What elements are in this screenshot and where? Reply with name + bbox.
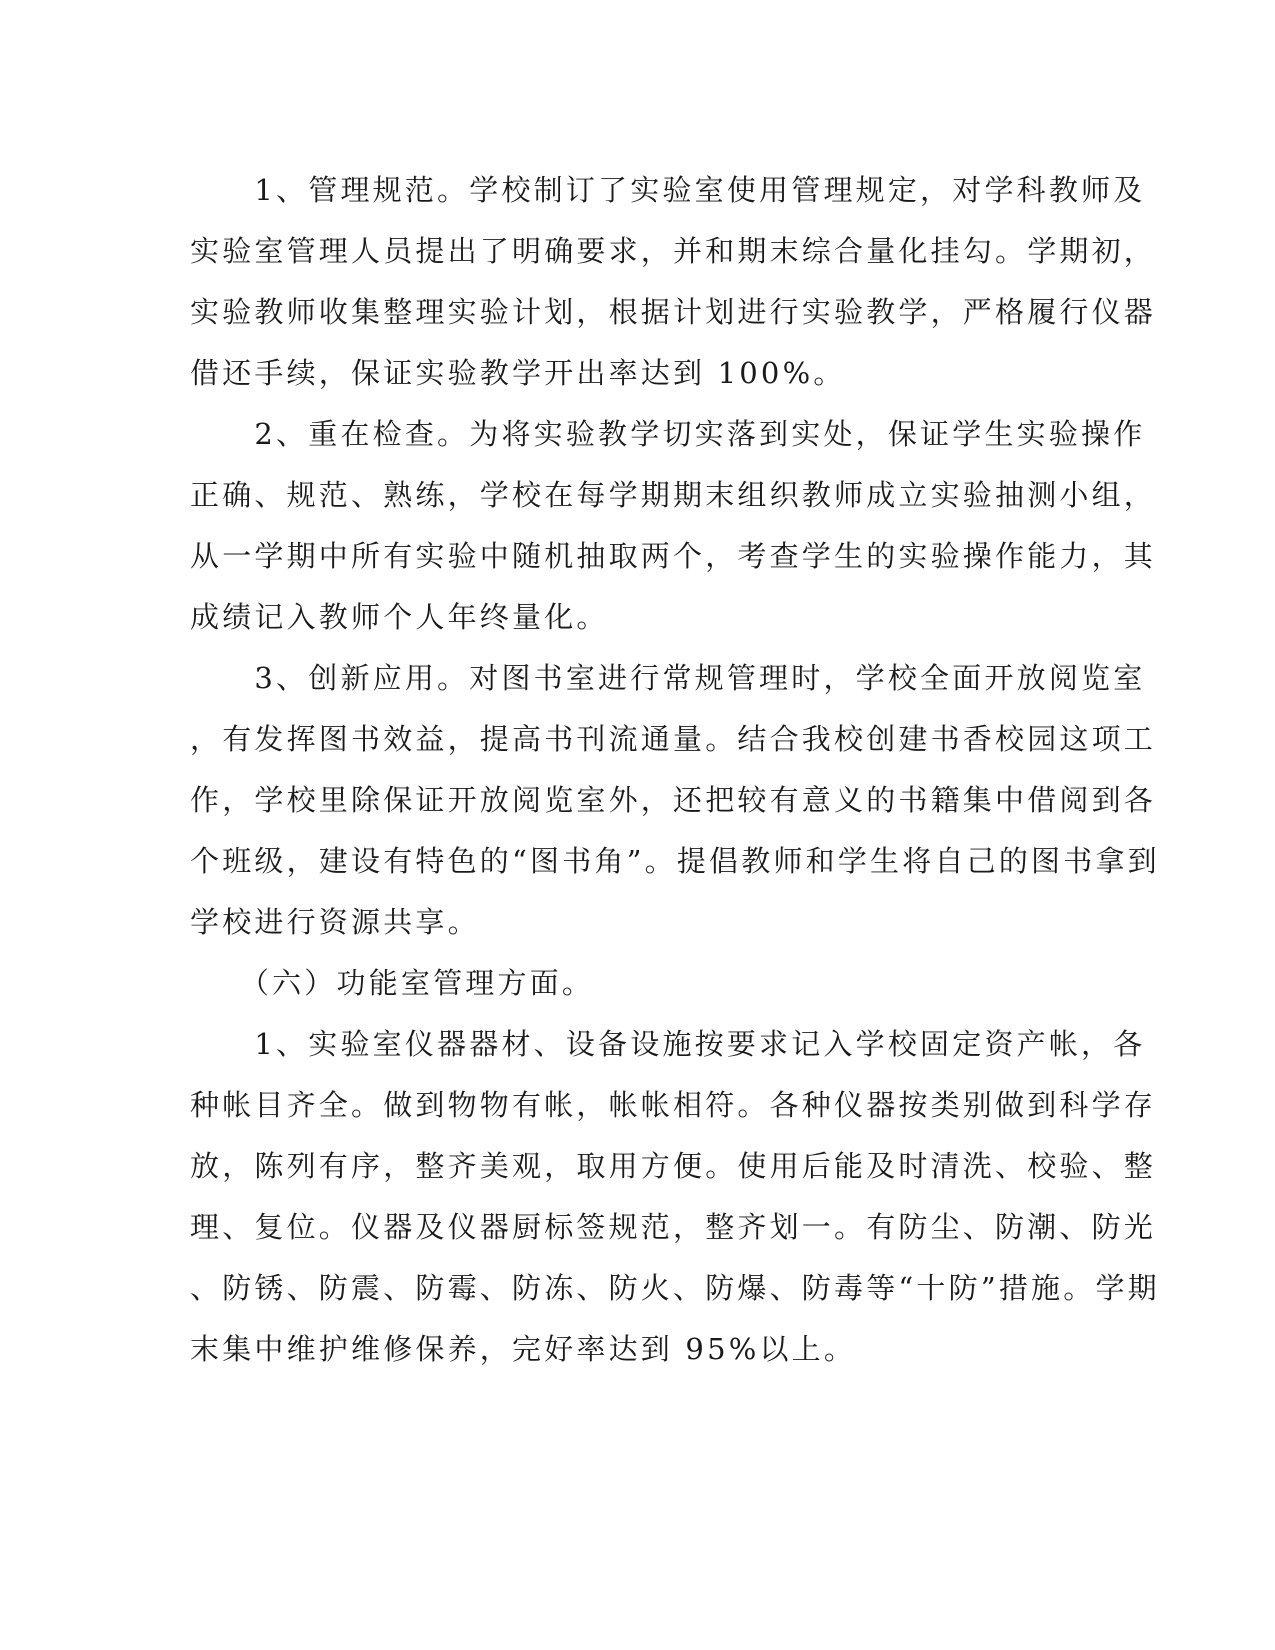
text-line: 、防锈、防震、防霉、防冻、防火、防爆、防毒等“十防”措施。学期 [190, 1271, 1160, 1305]
paragraph-inspection [190, 404, 1157, 648]
text-line: 实验教师收集整理实验计划，根据计划进行实验教学，严格履行仪器 [190, 295, 1157, 329]
paragraph-lab-management [190, 160, 1157, 404]
text-line: 借还手续，保证实验教学开出率达到 100%。 [190, 356, 846, 390]
text-line: 学校进行资源共享。 [190, 905, 480, 939]
section-heading [190, 953, 1060, 1014]
text-line: 正确、规范、熟练，学校在每学期期末组织教师成立实验抽测小组， [190, 478, 1157, 512]
text-line: 个班级，建设有特色的“图书角”。提倡教师和学生将自己的图书拿到 [190, 844, 1160, 878]
text-line: 3、创新应用。对图书室进行常规管理时，学校全面开放阅览室 [190, 661, 1146, 695]
text-line: 成绩记入教师个人年终量化。 [190, 600, 609, 634]
text-line: 1、管理规范。学校制订了实验室使用管理规定，对学科教师及 [190, 173, 1146, 207]
text-line: 2、重在检查。为将实验教学切实落到实处，保证学生实验操作 [190, 417, 1146, 451]
document-body [190, 160, 1160, 1380]
text-line: ，有发挥图书效益，提高书刊流通量。结合我校创建书香校园这项工 [190, 722, 1157, 756]
paragraph-equipment [190, 1014, 1160, 1380]
text-line: 1、实验室仪器器材、设备设施按要求记入学校固定资产帐，各 [190, 1027, 1146, 1061]
heading-line: （六）功能室管理方面。 [190, 966, 595, 1000]
text-line: 实验室管理人员提出了明确要求，并和期末综合量化挂勾。学期初， [190, 234, 1157, 268]
text-line: 种帐目齐全。做到物物有帐，帐帐相符。各种仪器按类别做到科学存 [190, 1088, 1157, 1122]
text-line: 理、复位。仪器及仪器厨标签规范，整齐划一。有防尘、防潮、防光 [190, 1210, 1157, 1244]
text-line: 从一学期中所有实验中随机抽取两个，考查学生的实验操作能力，其 [190, 539, 1157, 573]
text-line: 放，陈列有序，整齐美观，取用方便。使用后能及时清洗、校验、整 [190, 1149, 1157, 1183]
text-line: 末集中维护维修保养，完好率达到 95%以上。 [190, 1332, 857, 1366]
paragraph-innovation [190, 648, 1160, 953]
text-line: 作，学校里除保证开放阅览室外，还把较有意义的书籍集中借阅到各 [190, 783, 1157, 817]
